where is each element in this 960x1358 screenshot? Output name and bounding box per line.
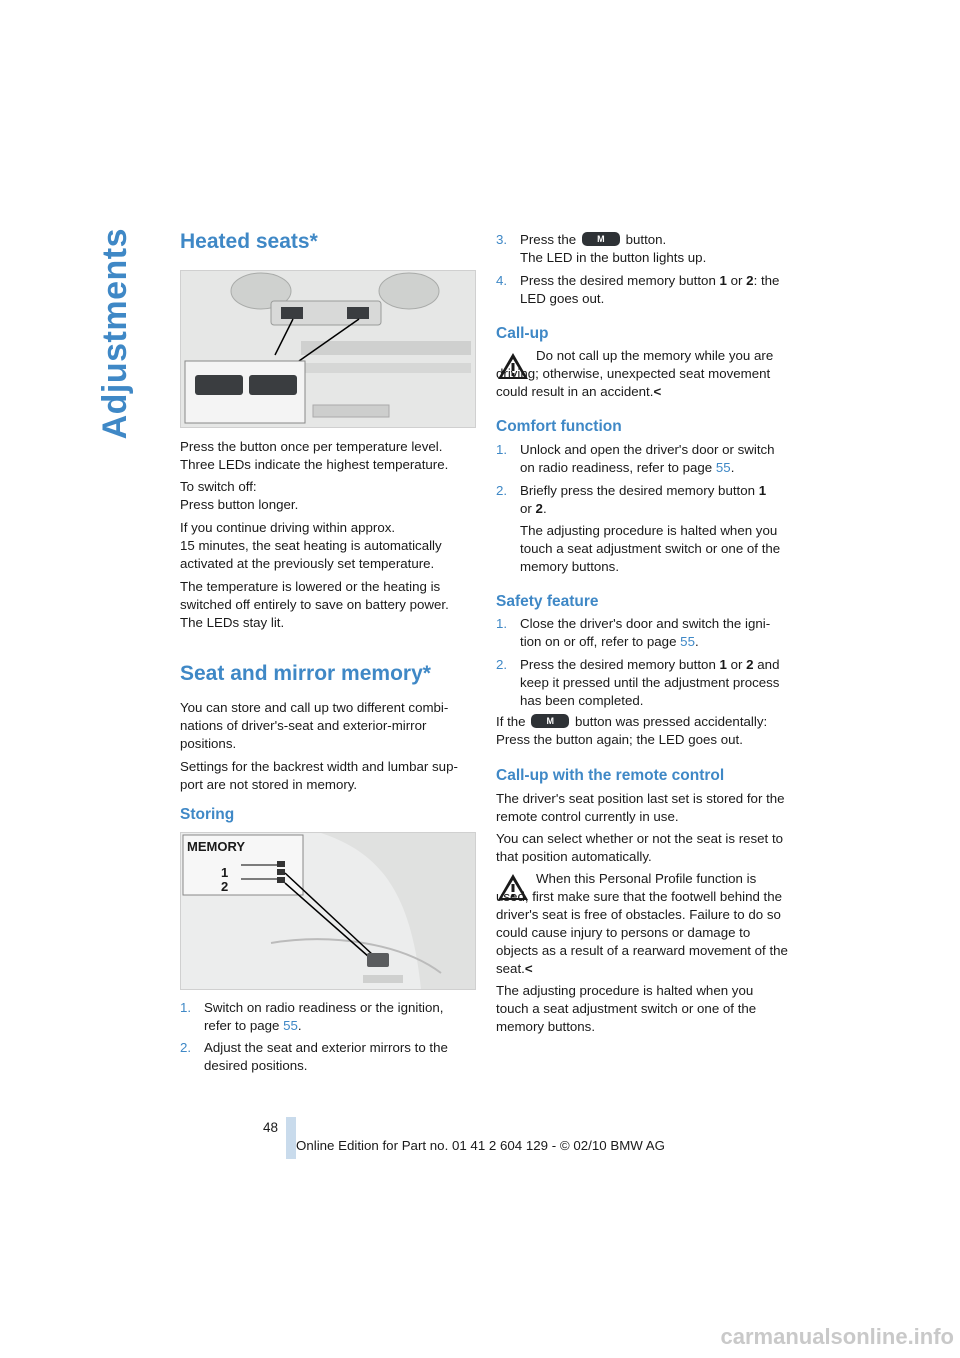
step-text: and keep it pressed until the adjustment process has been completed. (520, 657, 780, 708)
safety-heading: Safety feature (496, 593, 599, 610)
step-text: Adjust the seat and exterior mirrors to the desired positions. (204, 1040, 448, 1073)
storing-heading: Storing (180, 806, 235, 823)
storing-step-1: 1. Switch on radio readiness or the ignition, refer to page 55. (180, 1000, 444, 1033)
memory-number-1: 1 (221, 865, 229, 880)
step-text: or (726, 273, 747, 288)
memory-label: MEMORY (187, 839, 246, 854)
accidental-press-note: If the M button was pressed accidentally: Press the button again; the LED goes out. (496, 714, 768, 747)
page-link[interactable]: 55 (680, 634, 695, 649)
remote-p2: You can select whether or not the seat is reset to that position automatically. (496, 831, 784, 864)
step-text: Press the desired memory button (520, 273, 720, 288)
remote-warning: When this Personal Profile function is used, first make sure that the footwell behind the driver's seat is free of obstacles. Failure to do so could cause injury to persons or damage to objects as a result of a rearward movement of the seat.< (496, 871, 788, 976)
safety-step-2 (496, 656, 788, 708)
step-text: Briefly press the desired memory button (520, 483, 759, 498)
step-number: 2. (496, 483, 508, 498)
heated-seats-heading: Heated seats* (180, 230, 318, 253)
step-text: Close the driver's door and switch the igni-tion on or off, refer to page (520, 616, 771, 649)
page-link[interactable]: 55 (283, 1018, 298, 1033)
comfort-step-2: 2. Briefly press the desired memory button 1 or 2. (496, 483, 767, 516)
heated-seats-illustration (181, 271, 475, 427)
step-number: 1. (180, 1000, 192, 1015)
heated-p4: The temperature is lowered or the heating is switched off entirely to save on battery power. The LEDs stay lit. (180, 579, 449, 630)
step-number: 1. (496, 616, 508, 631)
memory-m-button: M (531, 714, 569, 728)
memory-p1: You can store and call up two different combi-nations of driver's-seat and exterior-mirror positions. (180, 700, 449, 751)
memory-figure (180, 832, 476, 990)
remote-heading: Call-up with the remote control (496, 767, 725, 784)
storing-step-2 (180, 1039, 475, 1073)
step-number: 1. (496, 442, 508, 457)
button-1-ref: 1 (719, 273, 727, 288)
step-text: or (726, 657, 747, 672)
heated-p3: If you continue driving within approx. 15 minutes, the seat heating is automatically activated at the previously set temperature. (180, 520, 442, 571)
remote-p1: The driver's seat position last set is stored for the remote control currently in use. (496, 791, 785, 824)
comfort-note: The adjusting procedure is halted when you touch a seat adjustment switch or one of the memory buttons. (520, 523, 781, 574)
heated-p2: To switch off: Press button longer. (180, 479, 299, 512)
step-number: 4. (496, 273, 508, 288)
page-number: 48 (263, 1120, 279, 1135)
heated-seats-figure (180, 270, 476, 428)
section-side-title: Adjustments (96, 228, 134, 440)
step-number: 3. (496, 232, 508, 247)
step-text: Switch on radio readiness or the ignition, refer to page (204, 1000, 444, 1033)
memory-heading: Seat and mirror memory* (180, 662, 431, 685)
step-text: Press the (520, 232, 577, 247)
storing-step-4 (496, 272, 788, 306)
edition-footer: Online Edition for Part no. 01 41 2 604 129 - © 02/10 BMW AG (296, 1138, 666, 1153)
step-text: button. (625, 232, 667, 247)
storing-step-3 (496, 231, 788, 265)
step-text: : the LED goes out. (520, 273, 780, 306)
memory-m-button: M (582, 232, 620, 246)
comfort-step-1: 1. Unlock and open the driver's door or switch on radio readiness, refer to page 55. (496, 442, 775, 475)
button-1-ref: 1 (719, 657, 727, 672)
memory-seat-illustration (181, 833, 475, 989)
button-2-ref: 2 (746, 657, 754, 672)
button-2-ref: 2 (746, 273, 754, 288)
step-text: The LED in the button lights up. (520, 250, 707, 265)
safety-step-1: 1. Close the driver's door and switch the igni-tion on or off, refer to page 55. (496, 616, 771, 649)
memory-p2: Settings for the backrest width and lumbar sup-port are not stored in memory. (180, 759, 458, 792)
step-text: Unlock and open the driver's door or switch on radio readiness, refer to page (520, 442, 775, 475)
button-1-ref: 1 (758, 483, 767, 498)
watermark: carmanualsonline.info (720, 1324, 954, 1349)
callup-warning: Do not call up the memory while you are driving; otherwise, unexpected seat movement could result in an accident.< (496, 348, 774, 399)
step-number: 2. (180, 1040, 192, 1055)
memory-number-2: 2 (221, 879, 229, 894)
page-link[interactable]: 55 (715, 460, 731, 475)
footer-bar (286, 1117, 296, 1159)
button-2-ref: 2 (535, 501, 543, 516)
remote-p3: The adjusting procedure is halted when you touch a seat adjustment switch or one of the memory buttons. (496, 983, 757, 1034)
step-number: 2. (496, 657, 508, 672)
heated-p1: Press the button once per temperature level. Three LEDs indicate the highest temperature. (180, 439, 449, 472)
callup-heading: Call-up (496, 325, 549, 342)
step-text: Press the desired memory button (520, 657, 720, 672)
comfort-heading: Comfort function (496, 418, 622, 435)
